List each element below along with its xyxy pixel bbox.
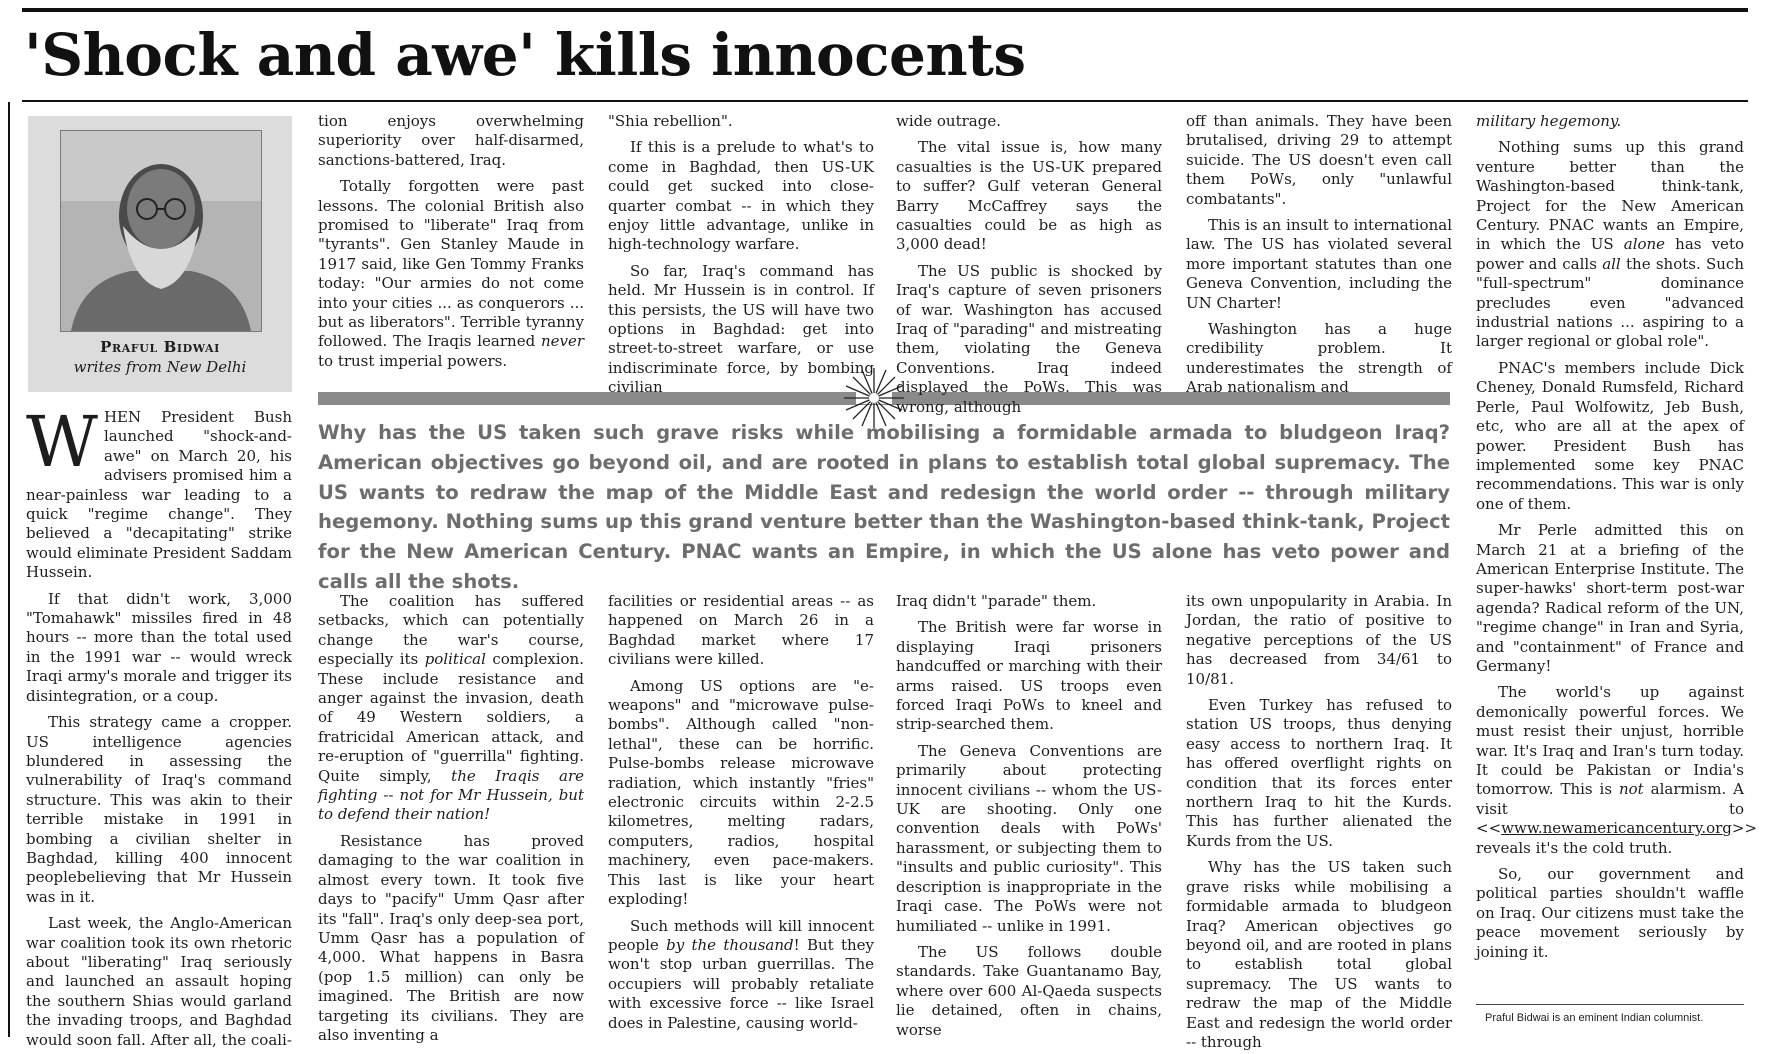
- col6-para-1: Nothing sums up this grand venture better than the Washington-based think-tank, Project for the New American Century. PNAC wants an Empire, in which the US alone has veto power and calls all the shots. Such "full-spectrum" dominance precludes even "advanced industrial nations ... aspiring to a larger regional or global role".: [1476, 138, 1744, 351]
- column-1: [26, 401, 292, 1049]
- col6-para-0: military hegemony.: [1476, 112, 1622, 130]
- author-location: writes from New Delhi: [73, 358, 247, 376]
- left-edge-rule: [8, 102, 10, 1037]
- column-3-bottom: [608, 592, 874, 1032]
- col3-top-para-3: So far, Iraq's command has held. Mr Hussein is in control. If this persists, the US will have two options in Baghdad: get into street-to-street warfare, or use indiscriminate force, by bombing civilian: [608, 261, 874, 397]
- col3-bot-para-3: Such methods will kill innocent people by the thousand! But they won't stop urban guerrillas. The occupiers will probably retaliate with excessive force -- like Israel does in Palestine, causing world-: [608, 916, 874, 1032]
- col6-para-5: So, our government and political parties shouldn't waffle on Iraq. Our citizens must take the peace movement seriously by joining it.: [1476, 865, 1744, 961]
- col4-bot-para-4: The US follows double standards. Take Guantanamo Bay, where over 600 Al-Qaeda suspects lie detained, often in chains, worse: [896, 942, 1162, 1039]
- headline: 'Shock and awe' kills innocents: [24, 21, 1026, 89]
- col4-top-para-3: The US public is shocked by Iraq's capture of seven prisoners of war. Washington has accused Iraq of "parading" and mistreating them, violating the Geneva Conventions. Iraq indeed displayed the PoWs. This was wrong, although: [896, 261, 1162, 416]
- pnac-link[interactable]: www.newamericancentury.org: [1501, 819, 1732, 838]
- col4-bot-para-1: Iraq didn't "parade" them.: [896, 592, 1097, 610]
- col6-para-3: Mr Perle admitted this on March 21 at a briefing of the American Enterprise Institute. The super-hawks' short-term post-war agenda? Radical reform of the UN, "regime change" in Iran and Syria, and "containment" of France and Germany!: [1476, 521, 1744, 675]
- col5-top-para-1: off than animals. They have been brutalised, driving 29 to attempt suicide. The US doesn't even call them PoWs, only "unlawful combatants".: [1186, 112, 1452, 208]
- column-3-top: [608, 112, 874, 397]
- column-5-top: [1186, 112, 1452, 397]
- col5-bot-para-3: Why has the US taken such grave risks while mobilising a formidable armada to bludgeon Iraq? American objectives go beyond oil, and are rooted in plans to establish total global supremacy. The US wants to redraw the map of the Middle East and redesign the world order -- through: [1186, 858, 1452, 1051]
- author-portrait-icon: [61, 131, 261, 331]
- col2-bot-para-2: Resistance has proved damaging to the war coalition in almost every town. It took five days to "pacify" Umm Qasr after its "fall". Iraq's only deep-sea port, Umm Qasr has a population of 4,000. What happens in Basra (pop 1.5 million) can only be imagined. The British are now targeting its civilians. They are also inventing a: [318, 831, 584, 1044]
- col3-top-para-1: "Shia rebellion".: [608, 112, 733, 130]
- col5-top-para-3: Washington has a huge credibility problem. It underestimates the strength of Arab nationalism and: [1186, 320, 1452, 397]
- col6-para-2: PNAC's members include Dick Cheney, Donald Rumsfeld, Richard Perle, Paul Wolfowitz, Jeb Bush, etc, who are all at the apex of power. President Bush has implemented some key PNAC recommendations. This war is only one of them.: [1476, 358, 1744, 513]
- col3-top-para-2: If this is a prelude to what's to come in Baghdad, then US-UK could get sucked into close-quarter combat -- in which they enjoy little advantage, unlike in high-technology warfare.: [608, 138, 874, 254]
- col1-para-1: HEN President Bush launched "shock-and-awe" on March 20, his advisers promised him a near-painless war leading to a quick "regime change". They believed a "decapitating" strike would eliminate President Saddam Hussein.: [26, 408, 292, 582]
- column-6: [1476, 112, 1758, 1002]
- byline-box: [28, 116, 292, 392]
- footer-rule: [1476, 1004, 1744, 1005]
- column-4-bottom: [896, 592, 1162, 1039]
- column-2-top: [318, 112, 584, 380]
- column-4-top: [896, 112, 1162, 416]
- col6-para-4: The world's up against demonically powerful forces. We must resist their unjust, horrible war. It's Iraq and Iran's turn today. It could be Pakistan or India's tomorrow. This is not alarmism. A visit to <<www.newamericancentury.org>> reveals it's the cold truth.: [1476, 683, 1758, 857]
- author-name: Praful Bidwai: [100, 338, 220, 356]
- col5-bot-para-2: Even Turkey has refused to station US troops, thus denying easy access to northern Iraq. It has offered overflight rights on condition that its forces enter northern Iraq to hit the Kurds. This has further alienated the Kurds from the US.: [1186, 696, 1452, 850]
- col4-top-para-2: The vital issue is, how many casualties is the US-UK prepared to suffer? Gulf veteran General Barry McCaffrey says the casualties could be as high as 3,000 dead!: [896, 138, 1162, 254]
- pull-quote: Why has the US taken such grave risks while mobilising a formidable armada to bludgeon Iraq? American objectives go beyond oil, and are rooted in plans to establish total global supremacy. The US wants to redraw the map of the Middle East and redesign the world order -- through military hegemony. Nothing sums up this grand venture better than the Washington-based think-tank, Project for the New American Century. PNAC wants an Empire, in which the US alone has veto power and calls all the shots.: [318, 421, 1450, 593]
- top-rule: [22, 8, 1748, 12]
- col1-para-3: This strategy came a cropper. US intelligence agencies blundered in assessing the vulnerability of Iraq's command structure. This was akin to their terrible mistake in 1991 in bombing a civilian shelter in Baghdad, killing 400 innocent peoplebelieving that Mr Hussein was in it.: [26, 713, 292, 906]
- col4-bot-para-3: The Geneva Conventions are primarily about protecting innocent civilians -- whom the US-UK are shooting. Only one convention deals with PoWs' harassment, or subjecting them to "insults and public curiosity". This description is inappropriate in the Iraqi case. The PoWs were not humiliated -- unlike in 1991.: [896, 741, 1162, 935]
- col2-bot-para-1: The coalition has suffered setbacks, which can potentially change the war's course, especially its political complexion. These include resistance and anger against the invasion, death of 49 Western soldiers, a fratricidal American attack, and re-eruption of "guerrilla" fighting. Quite simply, the Iraqis are fighting -- not for Mr Hussein, but to defend their nation!: [318, 592, 584, 824]
- col1-para-2: If that didn't work, 3,000 "Tomahawk" missiles fired in 48 hours -- more than the total used in the 1991 war -- would wreck Iraqi army's morale and trigger its disintegration, or a coup.: [26, 589, 292, 705]
- drop-cap: W: [26, 401, 98, 483]
- col2-top-para-1: tion enjoys overwhelming superiority over half-disarmed, sanctions-battered, Iraq.: [318, 112, 584, 169]
- col4-bot-para-2: The British were far worse in displaying Iraqi prisoners handcuffed or marching with their arms raised. US troops even forced Iraqi PoWs to kneel and strip-searched them.: [896, 618, 1162, 734]
- author-photo: [60, 130, 262, 332]
- col5-top-para-2: This is an insult to international law. The US has violated several more important statutes than one Geneva Convention, including the UN Charter!: [1186, 216, 1452, 312]
- col5-bot-para-1: its own unpopularity in Arabia. In Jordan, the ratio of positive to negative perceptions of the US has decreased from 34/61 to 10/81.: [1186, 592, 1452, 688]
- col3-bot-para-2: Among US options are "e-weapons" and "microwave pulse-bombs". Although called "non-lethal", these can be horrific. Pulse-bombs release microwave radiation, which instantly "fries" electronic circuits within 2-2.5 kilometres, melting radars, computers, radios, hospital machinery, even pace-makers. This last is like your heart exploding!: [608, 676, 874, 909]
- author-note: Praful Bidwai is an eminent Indian columnist.: [1485, 1012, 1704, 1024]
- col1-para-4: Last week, the Anglo-American war coalition took its own rhetoric about "liberating" Iraq seriously and launched an assault hoping the southern Shias would garland the invading troops, and Baghdad would soon fall. After all, the coali-: [26, 914, 292, 1049]
- column-2-bottom: [318, 592, 584, 1044]
- column-5-bottom: [1186, 592, 1452, 1051]
- col4-top-para-1: wide outrage.: [896, 112, 1001, 130]
- headline-rule: [22, 100, 1748, 102]
- col3-bot-para-1: facilities or residential areas -- as happened on March 26 in a Baghdad market where 17 civilians were killed.: [608, 592, 874, 669]
- col2-top-para-2: Totally forgotten were past lessons. The colonial British also promised to "liberate" Iraq from "tyrants". Gen Stanley Maude in 1917 said, like Gen Tommy Franks today: "Our armies do not come into your cities ... as conquerors ... but as liberators". Terrible tyranny followed. The Iraqis learned never to trust imperial powers.: [318, 177, 584, 370]
